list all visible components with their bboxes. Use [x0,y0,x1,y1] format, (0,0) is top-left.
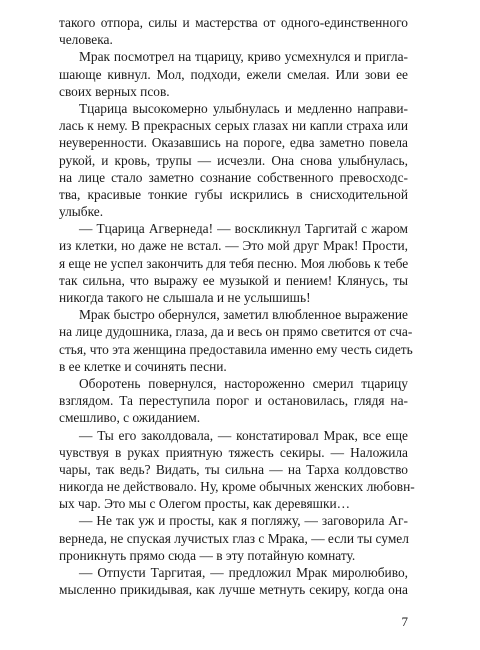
text-line: улыбке. [59,204,104,220]
paragraph [59,564,408,598]
paragraph [59,512,408,564]
text-line: никогда не действовало. Ну, кроме обычных женских любовн- [59,479,415,495]
paragraph [59,14,408,48]
text-line: лась к нему. В прекрасных серых глазах ни капли страха или [59,118,408,134]
paragraph [59,220,408,306]
text-line: Оборотень повернулся, настороженно смерил тцарицу [79,375,408,391]
page-number: 7 [401,614,408,629]
text-line: никогда такого не слышала и не услышишь! [59,290,311,305]
text-line: чувствуя в руках приятную тяжесть секиры. — Наложила [59,444,408,460]
text-line: чары, так ведь? Видать, ты сильна — на Тарха колдовство [59,461,408,477]
text-line: ых чар. Это мы с Олегом просты, как деревяшки… [59,496,351,512]
text-line: стья, что эта женщина предоставила именно ему честь сидеть [59,341,413,357]
text-line: — Тцарица Агвернеда! — воскликнул Таргитай с жаром [79,221,408,237]
text-line: в ее клетке и сочинять песни. [59,358,227,374]
paragraph [59,48,408,100]
text-line: человека. [59,32,113,48]
text-line: так сильна, что выражу ее музыкой и пением! Клянусь, ты [59,272,408,288]
text-line: на лице дудошника, глаза, да и весь он прямо светится от сча- [59,324,413,340]
text-line: шающе кивнул. Мол, подходи, ежели смелая. Или зови ее [59,66,408,82]
text-line: — Отпусти Таргитая, — предложил Мрак миролюбиво, [79,565,408,580]
text-line: — Не так уж и просты, как я погляжу, — заговорила Аг- [79,513,408,529]
text-line: проникнуть прямо сюда — в эту потайную комнату. [59,547,356,563]
text-line: я еще не успел закончить для тебя песню. Моя любовь к тебе [59,255,409,271]
text-line: вернеда, не спуская лучистых глаз с Мрака, — если ты сумел [59,530,409,546]
text-line: взглядом. Та переступила порог и остановилась, глядя на- [59,393,408,409]
paragraph [59,375,408,427]
text-line: неуверенности. Оказавшись на пороге, едва заметно повела [59,135,408,151]
text-line: Тцарица высокомерно улыбнулась и медленно направи- [79,100,408,116]
text-line: рукой, и кровь, трупы — исчезли. Она снова улыбнулась, [59,152,408,168]
text-line: на лице стало заметно сознание собственного превосходс- [59,169,408,185]
text-line: своих верных псов. [59,83,170,99]
paragraph [59,306,413,375]
text-line: тва, красивые тонкие губы искрились в снисходительной [59,186,408,202]
body-text [59,14,415,598]
text-line: Мрак посмотрел на тцарицу, криво усмехнулся и пригла- [79,49,408,65]
text-line: такого отпора, силы и мастерства от одного-единственного [59,15,408,30]
text-line: смешливо, с ожиданием. [59,410,201,426]
paragraph [59,100,408,220]
text-line: — Ты его заколдовала, — констатировал Мрак, все еще [79,427,408,443]
text-line: из клетки, но даже не встал. — Это мой друг Мрак! Прости, [59,238,408,254]
text-line: мысленно прикидывая, как лучше метнуть секиру, когда она [59,582,408,598]
text-line: Мрак быстро обернулся, заметил влюбленное выражение [79,307,408,323]
paragraph [59,427,415,513]
